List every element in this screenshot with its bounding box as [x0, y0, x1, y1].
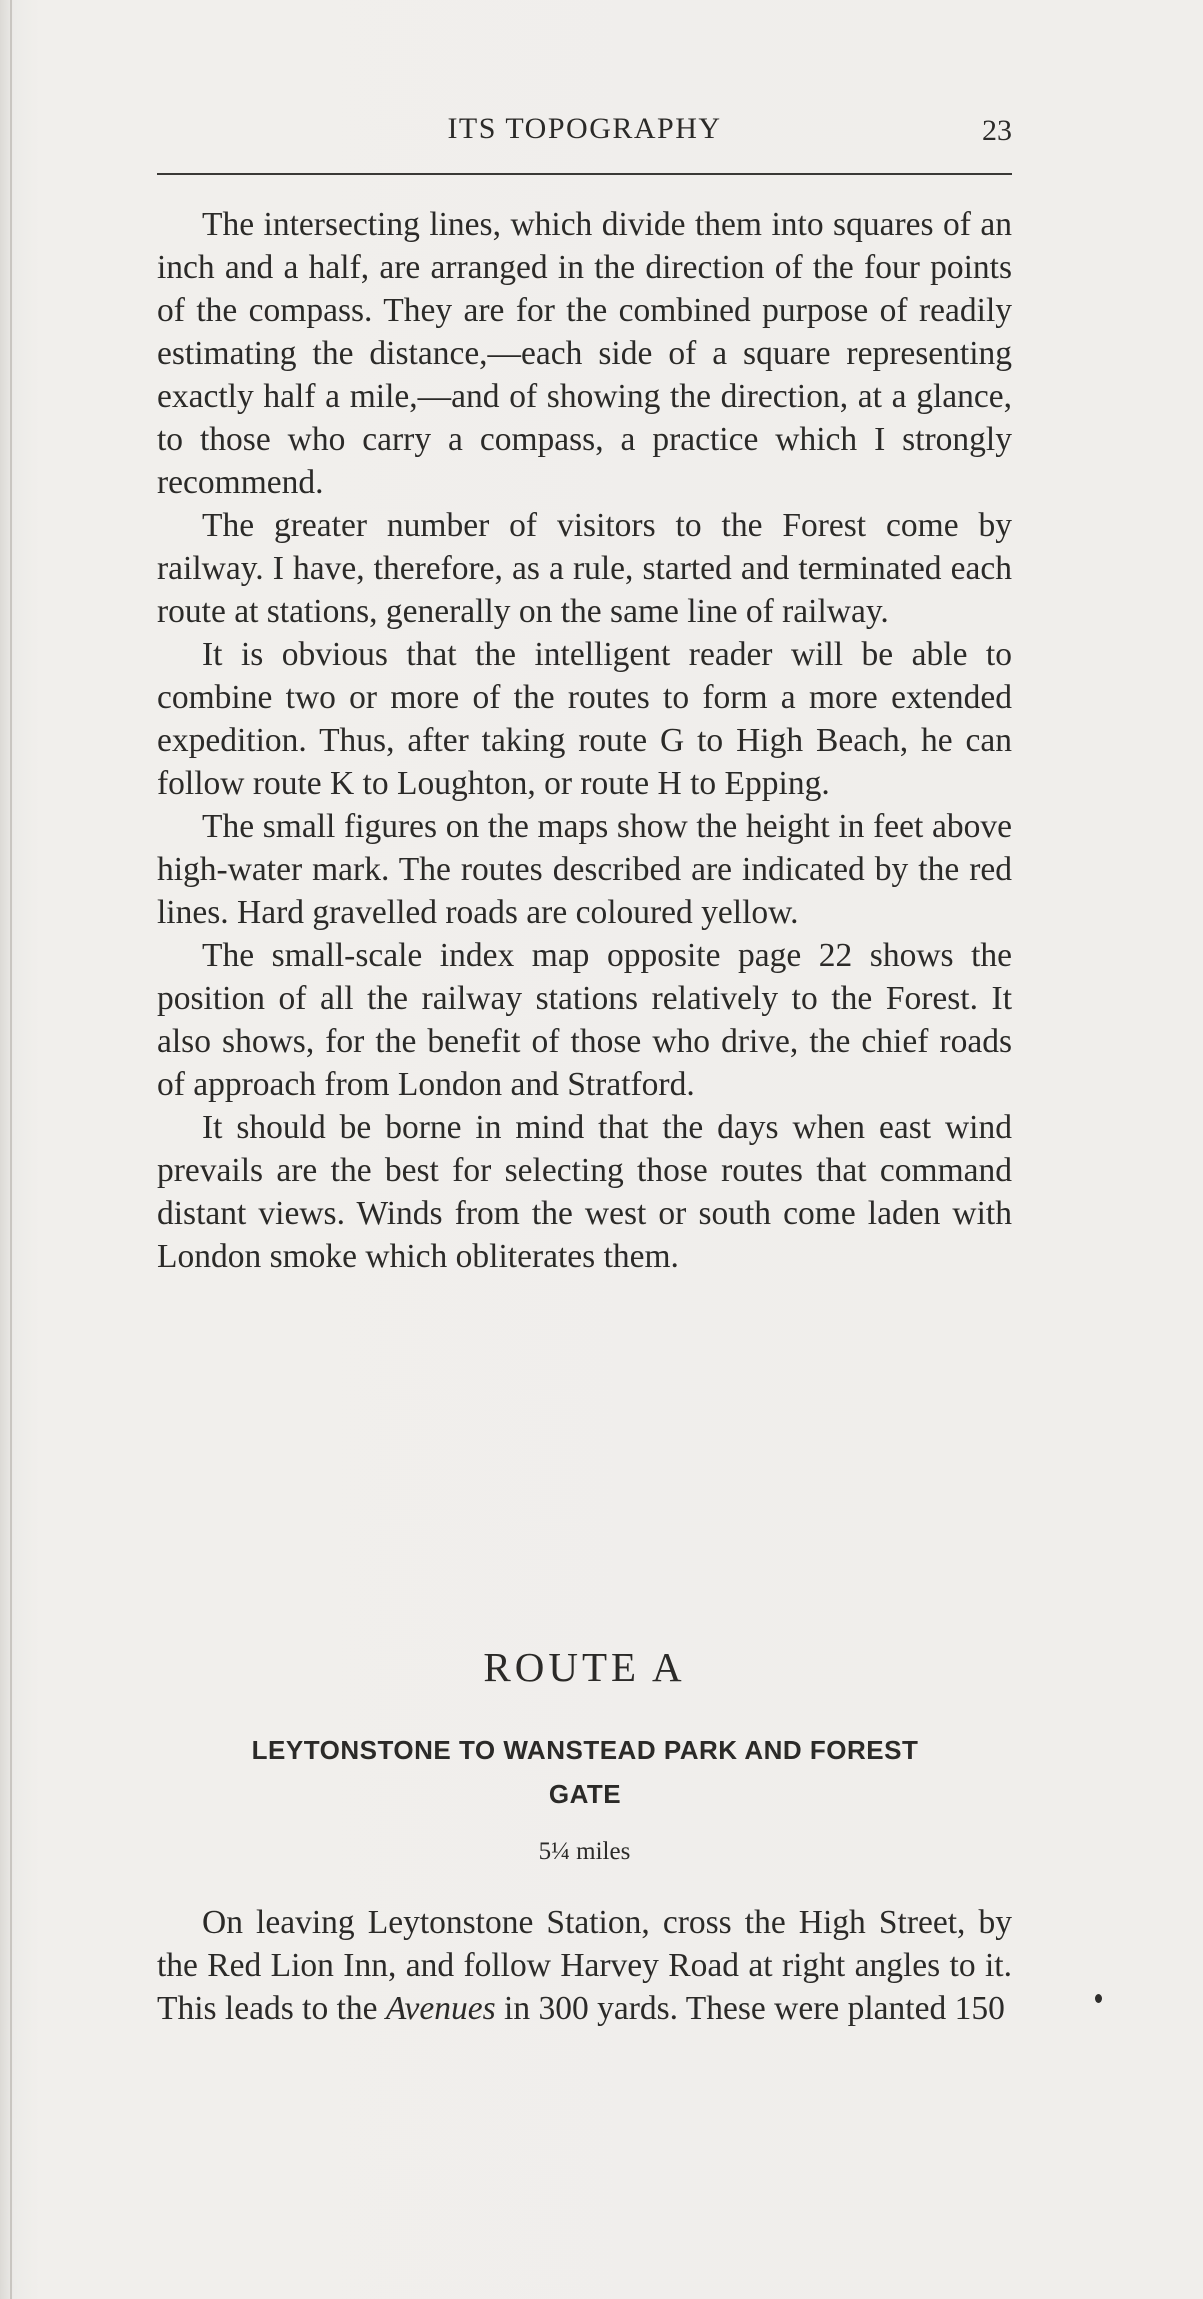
paragraph-route-a-start	[157, 1901, 1012, 2030]
route-text-tail: in 300 yards. These were planted 150	[495, 1990, 1005, 2027]
header-rule	[157, 173, 1012, 175]
paragraph-east-wind: It should be borne in mind that the days when east wind prevails are the best for selecting those routes that command distant views. Winds from the west or south come laden with London smoke which obliterates them.	[157, 1109, 1012, 1275]
paragraph-map-figures: The small figures on the maps show the height in feet above high-water mark. The routes described are indicated by the red lines. Hard gravelled roads are coloured yellow.	[157, 808, 1012, 931]
route-text	[157, 1901, 1012, 2030]
route-heading: ROUTE A	[483, 1644, 686, 1690]
route-distance: 5¼ miles	[538, 1838, 631, 1865]
ink-speck	[1095, 1994, 1102, 2003]
paragraph-index-map: The small-scale index map opposite page 22 shows the position of all the railway stations relatively to the Forest. It also shows, for the benefit of those who drive, the chief roads of approach from London and Stratford.	[157, 937, 1012, 1103]
route-text-italic: Avenues	[385, 1990, 496, 2027]
paragraph-railway-visitors: The greater number of visitors to the Forest come by railway. I have, therefore, as a rule, started and terminated each route at stations, generally on the same line of railway.	[157, 507, 1012, 630]
page-binding-edge	[10, 0, 12, 2299]
page-header	[157, 108, 1012, 158]
running-title: ITS TOPOGRAPHY	[447, 112, 722, 145]
page-number: 23	[982, 114, 1012, 147]
body-text	[157, 203, 1012, 1278]
paragraph-grid-lines: The intersecting lines, which divide them into squares of an inch and a half, are arranged in the direction of the four points of the compass. They are for the combined purpose of readily estimating the distance,—each side of a square representing exactly half a mile,—and of showing the direction, at a glance, to those who carry a compass, a practice which I strongly recommend.	[157, 206, 1012, 501]
route-subtitle: LEYTONSTONE TO WANSTEAD PARK AND FOREST GATE	[251, 1735, 919, 1809]
route-text-lead: On leaving Leytonstone Station, cross the High Street, by the Red Lion Inn, and follow Harvey Road at right angles to it. This leads to the	[157, 1904, 1012, 2027]
paragraph-combine-routes: It is obvious that the intelligent reader will be able to combine two or more of the routes to form a more extended expedition. Thus, after taking route G to High Beach, he can follow route K to Loughton, or route H to Epping.	[157, 636, 1012, 802]
